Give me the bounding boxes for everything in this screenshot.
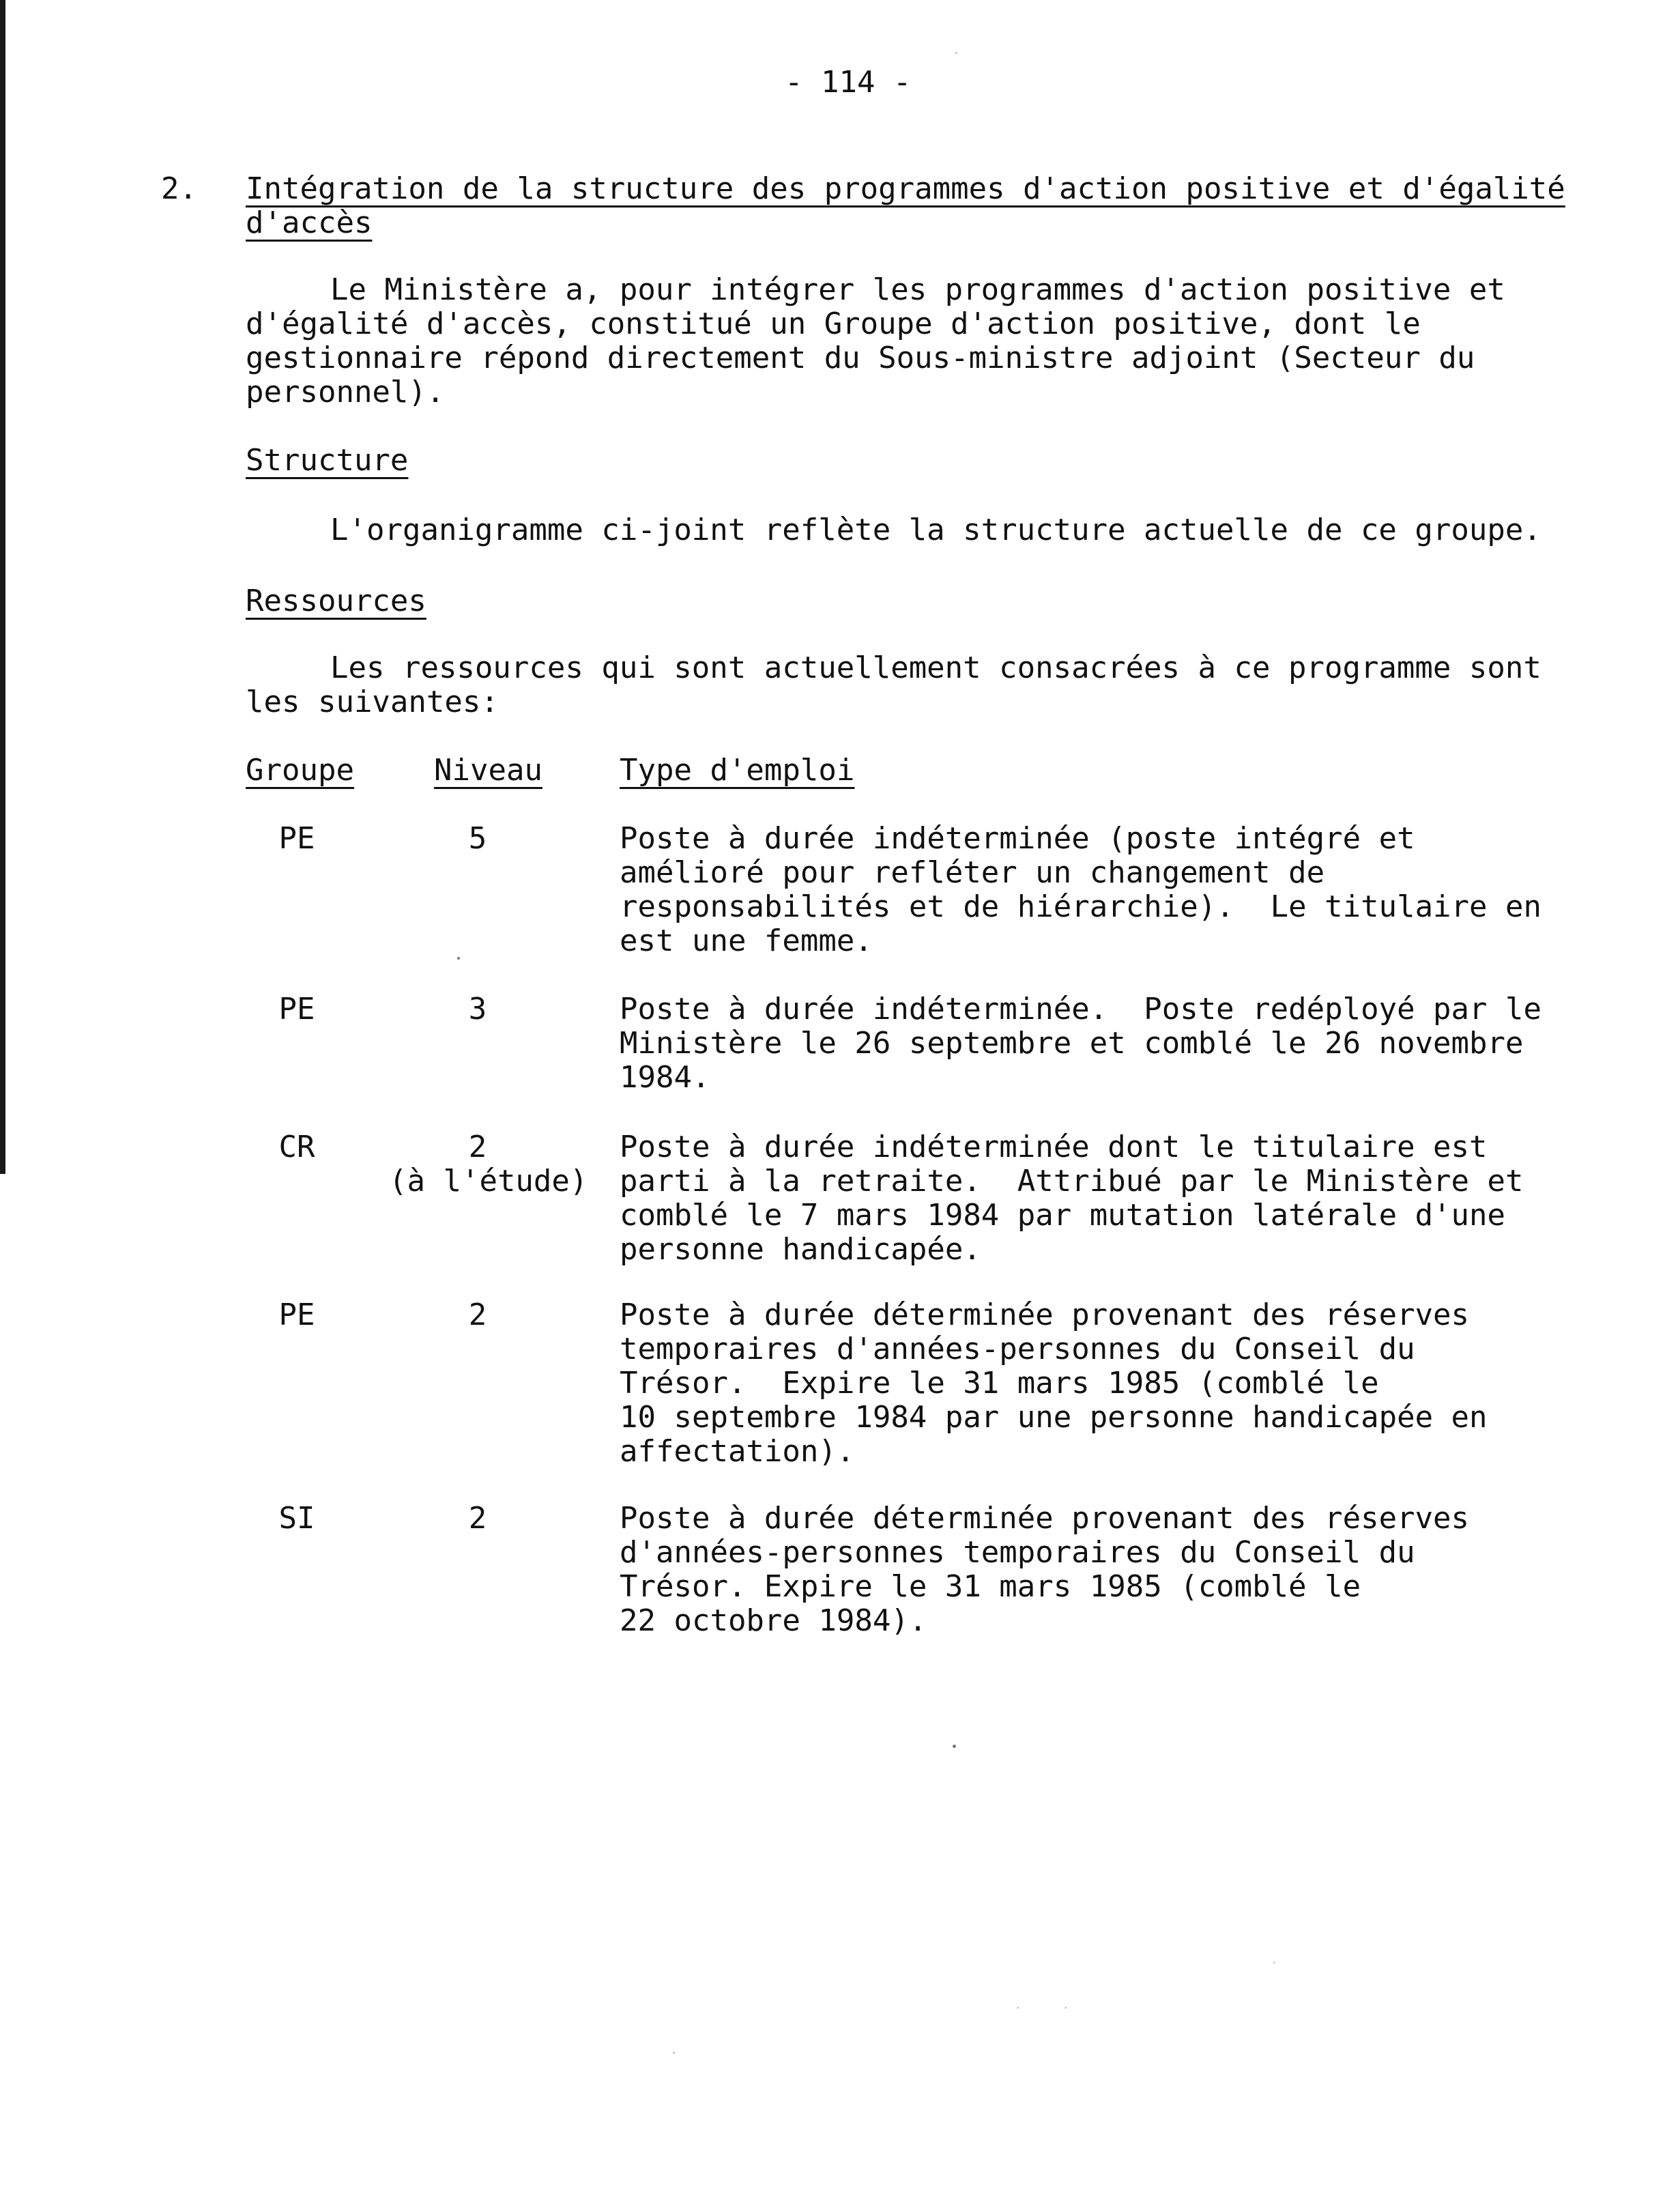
table-row-level: 2 [468, 1297, 487, 1332]
table-row-group: SI [278, 1501, 315, 1536]
table-row-level: 3 [468, 992, 487, 1027]
table-row-type-line: Trésor. Expire le 31 mars 1985 (comblé le [620, 1569, 1361, 1604]
structure-text: L'organigramme ci-joint reflète la structure actuelle de ce groupe. [330, 513, 1541, 547]
scan-margin-edge [0, 0, 5, 1174]
resources-heading: Ressources [246, 584, 426, 618]
resources-text-line: les suivantes: [246, 685, 499, 719]
table-row-type-line: comblé le 7 mars 1984 par mutation latérale d'une [620, 1198, 1506, 1233]
intro-line: gestionnaire répond directement du Sous-ministre adjoint (Secteur du [246, 341, 1475, 375]
structure-heading: Structure [246, 443, 409, 478]
table-row-level: 2 [468, 1501, 487, 1536]
table-row-level: 2 [468, 1130, 487, 1164]
scan-speck [955, 52, 957, 54]
table-row-type-line: affectation). [620, 1434, 855, 1469]
intro-line: personnel). [246, 375, 445, 410]
table-row-type-line: Poste à durée déterminée provenant des réserves [620, 1501, 1470, 1536]
table-row-type-line: est une femme. [620, 923, 873, 958]
section-title-line-2: d'accès [246, 205, 373, 240]
section-title-line-1: Intégration de la structure des programmes d'action positive et d'égalité [246, 171, 1565, 206]
table-row-type-line: parti à la retraite. Attribué par le Ministère et [620, 1164, 1524, 1199]
table-row-type-line: Poste à durée indéterminée. Poste redéployé par le [620, 992, 1542, 1027]
table-row-type-line: Poste à durée déterminée provenant des réserves [620, 1297, 1470, 1332]
table-row-type-line: personne handicapée. [620, 1232, 981, 1267]
column-header-level: Niveau [434, 753, 542, 788]
table-row-level-note: (à l'étude) [389, 1164, 588, 1199]
table-row-type-line: 10 septembre 1984 par une personne handicapée en [620, 1400, 1488, 1435]
table-row-type-line: 22 octobre 1984). [620, 1603, 927, 1638]
intro-line: d'égalité d'accès, constitué un Groupe d'action positive, dont le [246, 306, 1421, 341]
table-row-type-line: amélioré pour refléter un changement de [620, 855, 1325, 890]
table-row-type-line: responsabilités et de hiérarchie). Le titulaire en [620, 889, 1542, 924]
resources-text-line: Les ressources qui sont actuellement consacrées à ce programme sont [330, 650, 1541, 685]
table-row-group: PE [278, 1297, 315, 1332]
table-row-type-line: d'années-personnes temporaires du Conseil du [620, 1535, 1415, 1570]
scan-speck [673, 2052, 675, 2054]
table-row-type-line: Trésor. Expire le 31 mars 1985 (comblé le [620, 1366, 1379, 1401]
scan-speck [953, 1745, 956, 1748]
table-row-group: CR [278, 1130, 315, 1164]
table-row-group: PE [278, 821, 315, 856]
section-number: 2. [161, 171, 197, 206]
scan-speck [1065, 2007, 1067, 2009]
table-row-type-line: 1984. [620, 1060, 710, 1095]
table-row-type-line: Ministère le 26 septembre et comblé le 26 novembre [620, 1026, 1524, 1061]
scan-speck [1273, 1962, 1275, 1964]
table-row-type-line: Poste à durée indéterminée dont le titulaire est [620, 1130, 1488, 1164]
scan-speck [457, 957, 460, 960]
scan-speck [1017, 2007, 1019, 2009]
page-number: - 114 - [785, 65, 912, 100]
column-header-type: Type d'emploi [620, 753, 855, 788]
table-row-type-line: Poste à durée indéterminée (poste intégré et [620, 821, 1415, 856]
table-row-level: 5 [468, 821, 487, 856]
table-row-group: PE [278, 992, 315, 1027]
table-row-type-line: temporaires d'années-personnes du Conseil du [620, 1332, 1415, 1366]
column-header-group: Groupe [246, 753, 354, 788]
intro-line: Le Ministère a, pour intégrer les programmes d'action positive et [330, 272, 1505, 307]
